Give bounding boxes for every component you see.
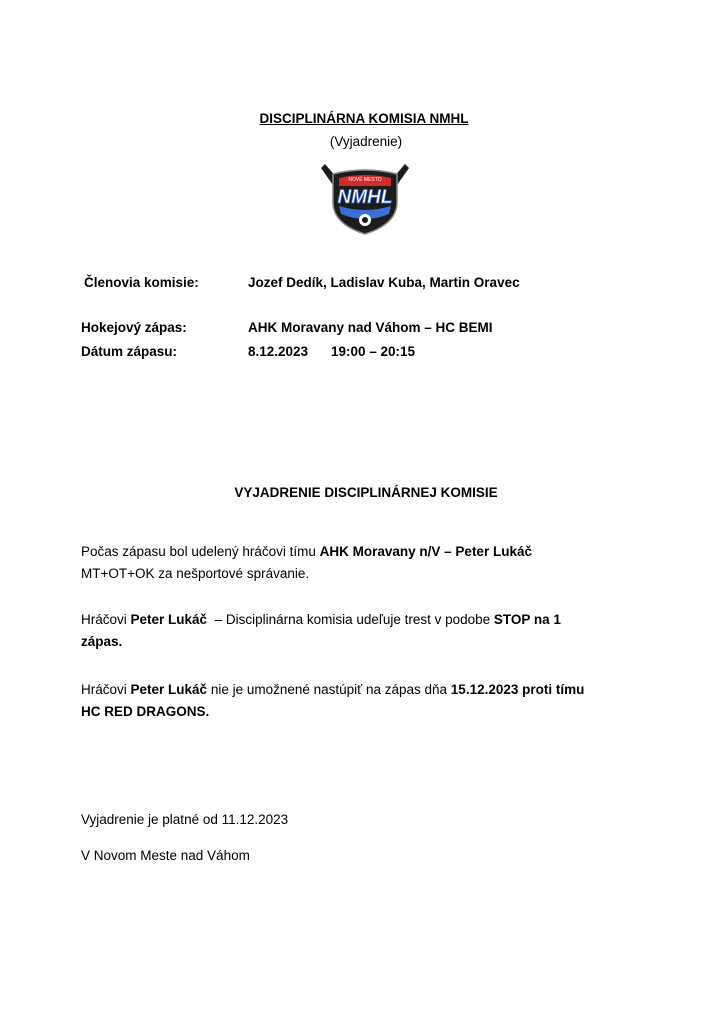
time-value: 19:00 – 20:15 bbox=[331, 344, 416, 359]
date-label: Dátum zápasu: bbox=[81, 344, 178, 359]
paragraph-2: Hráčovi Peter Lukáč – Disciplinárna komisia udeľuje trest v podobe STOP na 1 zápas. bbox=[81, 612, 561, 649]
svg-text:NMHL: NMHL bbox=[337, 187, 393, 208]
members-value: Jozef Dedík, Ladislav Kuba, Martin Oravec bbox=[248, 275, 520, 290]
paragraph-3: Hráčovi Peter Lukáč nie je umožnené nastúpiť na zápas dňa 15.12.2023 proti tímu HC RED DRAGONS. bbox=[81, 682, 585, 719]
svg-text:NOVÉ MESTO: NOVÉ MESTO bbox=[348, 177, 382, 183]
members-label: Členovia komisie: bbox=[84, 275, 199, 290]
valid-from-text: Vyjadrenie je platné od 11.12.2023 bbox=[81, 812, 289, 827]
match-label: Hokejový zápas: bbox=[81, 320, 187, 335]
date-value: 8.12.2023 bbox=[248, 344, 309, 359]
match-value: AHK Moravany nad Váhom – HC BEMI bbox=[248, 320, 493, 335]
place-text: V Novom Meste nad Váhom bbox=[81, 848, 250, 863]
nmhl-logo bbox=[313, 158, 417, 240]
paragraph-1: Počas zápasu bol udelený hráčovi tímu AHK Moravany n/V – Peter Lukáč MT+OT+OK za nešportové správanie. bbox=[81, 544, 532, 581]
document-subtitle: (Vyjadrenie) bbox=[329, 134, 403, 149]
document-title: DISCIPLINÁRNA KOMISIA NMHL bbox=[259, 111, 469, 126]
statement-heading: VYJADRENIE DISCIPLINÁRNEJ KOMISIE bbox=[234, 485, 498, 500]
